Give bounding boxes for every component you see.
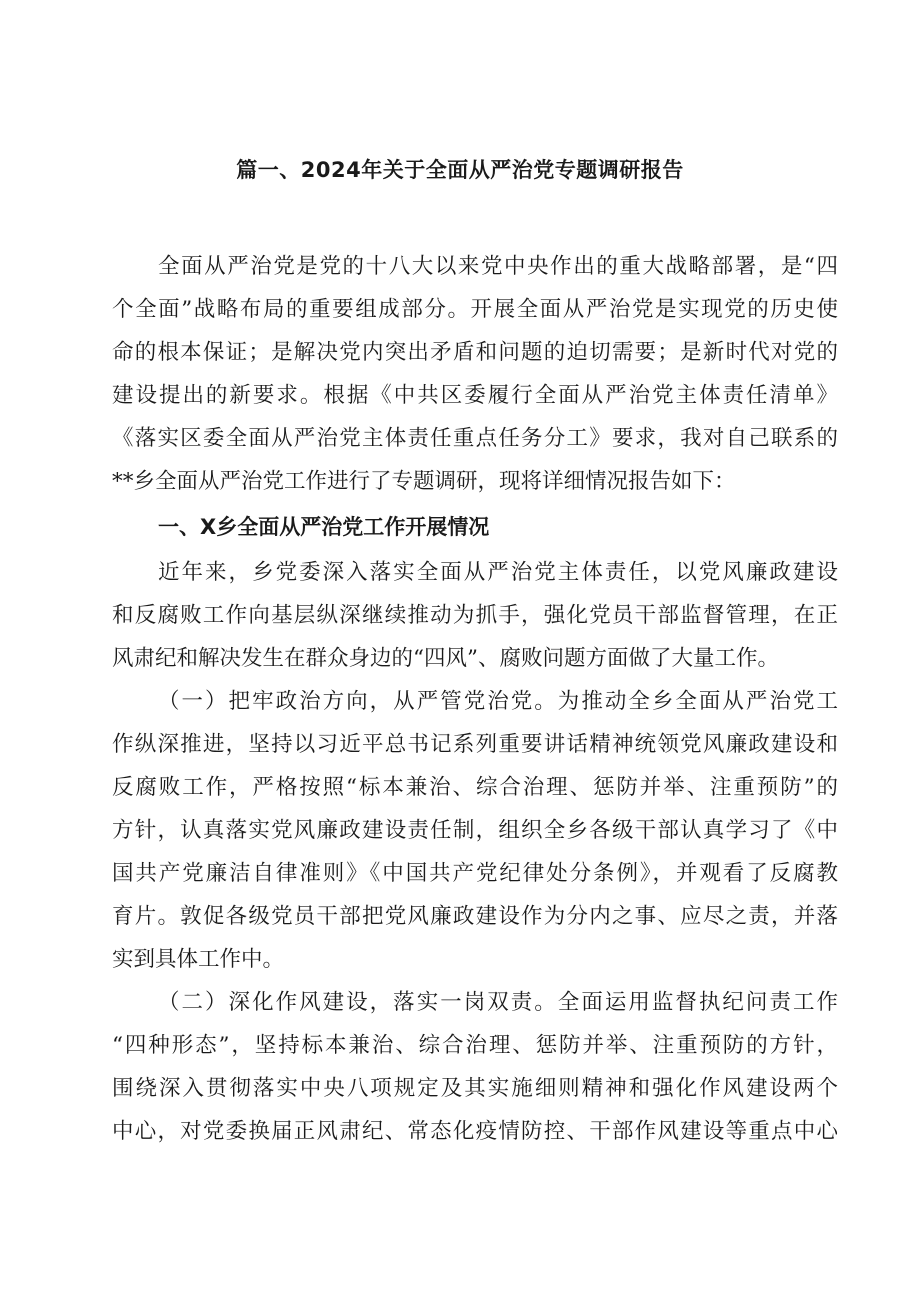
section1-line: 近年来，乡党委深入落实全面从严治党主体责任，以党风廉政建设 — [158, 560, 838, 585]
item2-line: 围绕深入贯彻落实中央八项规定及其实施细则精神和强化作风建设两个 — [112, 1076, 838, 1101]
item2-line: （二）深化作风建设，落实一岗双责。全面运用监督执纪问责工作 — [158, 990, 838, 1015]
item2-line: 中心，对党委换届正风肃纪、常态化疫情防控、干部作风建设等重点中心 — [112, 1119, 838, 1144]
item1-line: 育片。敦促各级党员干部把党风廉政建设作为分内之事、应尽之责，并落 — [112, 904, 838, 929]
item1-line: 反腐败工作，严格按照“标本兼治、综合治理、惩防并举、注重预防”的 — [112, 775, 838, 800]
item2-line: “四种形态”，坚持标本兼治、综合治理、惩防并举、注重预防的方针， — [112, 1033, 838, 1058]
item1-line: 方针，认真落实党风廉政建设责任制，组织全乡各级干部认真学习了《中 — [112, 818, 838, 843]
item1-line: （一）把牢政治方向，从严管党治党。为推动全乡全面从严治党工 — [158, 689, 838, 714]
section1-line: 和反腐败工作向基层纵深继续推动为抓手，强化党员干部监督管理，在正 — [112, 603, 838, 628]
item1-line: 国共产党廉洁自律准则》《中国共产党纪律处分条例》，并观看了反腐教 — [112, 861, 838, 886]
intro-line: 《落实区委全面从严治党主体责任重点任务分工》要求，我对自己联系的 — [112, 426, 838, 451]
intro-line: **乡全面从严治党工作进行了专题调研，现将详细情况报告如下： — [112, 469, 736, 494]
section-heading: 一、X乡全面从严治党工作开展情况 — [158, 515, 490, 539]
intro-line: 命的根本保证；是解决党内突出矛盾和问题的迫切需要；是新时代对党的 — [112, 340, 838, 365]
item1-line: 作纵深推进，坚持以习近平总书记系列重要讲话精神统领党风廉政建设和 — [112, 732, 838, 757]
item1-line: 实到具体工作中。 — [112, 947, 285, 972]
intro-line: 建设提出的新要求。根据《中共区委履行全面从严治党主体责任清单》 — [112, 383, 838, 408]
intro-line: 个全面”战略布局的重要组成部分。开展全面从严治党是实现党的历史使 — [112, 297, 838, 322]
section1-line: 风肃纪和解决发生在群众身边的“四风”、腐败问题方面做了大量工作。 — [112, 646, 779, 671]
intro-line: 全面从严治党是党的十八大以来党中央作出的重大战略部署，是“四 — [158, 254, 838, 279]
document-title: 篇一、2024年关于全面从严治党专题调研报告 — [236, 158, 684, 182]
